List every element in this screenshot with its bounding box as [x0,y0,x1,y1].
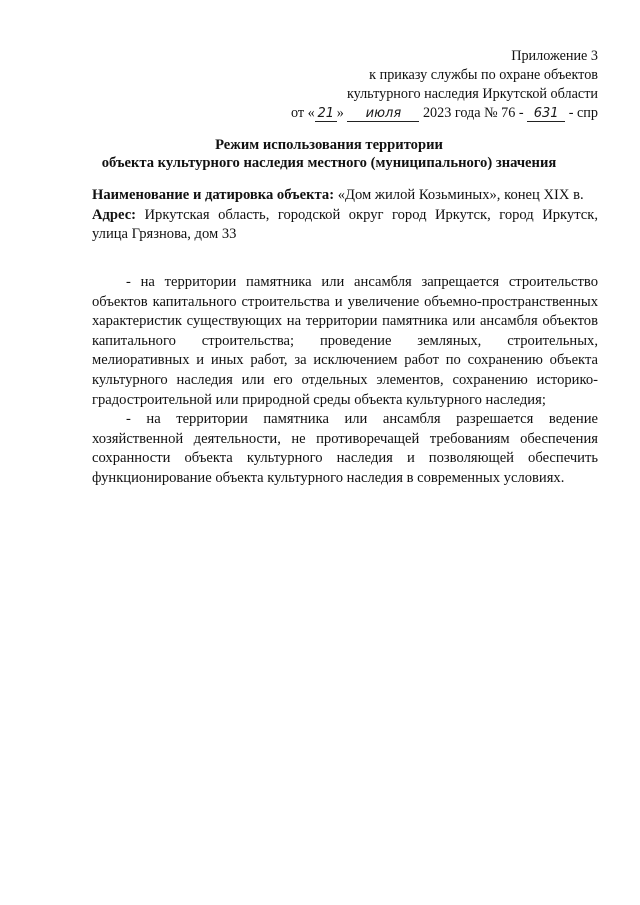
order-reference: к приказу службы по охране объектов [369,67,598,83]
order-date-line [178,104,598,123]
handwritten-month: июля [347,107,419,122]
handwritten-day: 21 [315,107,337,122]
document-title [60,136,598,172]
title-line-1: Режим использования территории [215,137,443,153]
object-address-paragraph [92,206,598,245]
object-address-value: Иркутская область, городской округ город Иркутск, город Иркутск, улица Грязнова, дом 33 [92,206,598,243]
order-authority: культурного наследия Иркутской области [346,86,598,102]
appendix-number: Приложение 3 [511,48,598,64]
appendix-header [178,47,598,123]
rule-prohibitions: - на территории памятника или ансамбля запрещается строительство объектов капитального строительства и увеличение объемно-пространственных характеристик существующих на территории памятника или ансамбля объектов капитального строительства; проведение земляных, строительных, мелиоративных и иных работ, за исключением работ по сохранению объекта культурного наследия или его отдельных элементов, сохранению историко-градостроительной или природной среды объекта культурного наследия; [92,274,598,408]
year-and-number: 2023 года № 76 - [422,105,524,121]
usage-rules [92,273,598,489]
order-suffix: - спр [568,105,598,121]
object-name-paragraph [92,186,598,206]
title-line-2: объекта культурного наследия местного (муниципального) значения [101,155,557,171]
object-info [92,186,598,245]
object-name-label: Наименование и датировка объекта: [92,187,335,203]
handwritten-order-number: 631 [527,107,565,122]
date-prefix: от « [291,105,315,121]
date-close-quote: » [336,105,344,121]
object-address-label: Адрес: [92,206,137,223]
object-name-value: «Дом жилой Козьминых», конец XIX в. [337,187,584,203]
rule-permissions: - на территории памятника или ансамбля разрешается ведение хозяйственной деятельности, не противоречащей требованиям обеспечения сохранности объекта культурного наследия и позволяющей обеспечить функционирование объекта культурного наследия в современных условиях. [92,411,598,486]
